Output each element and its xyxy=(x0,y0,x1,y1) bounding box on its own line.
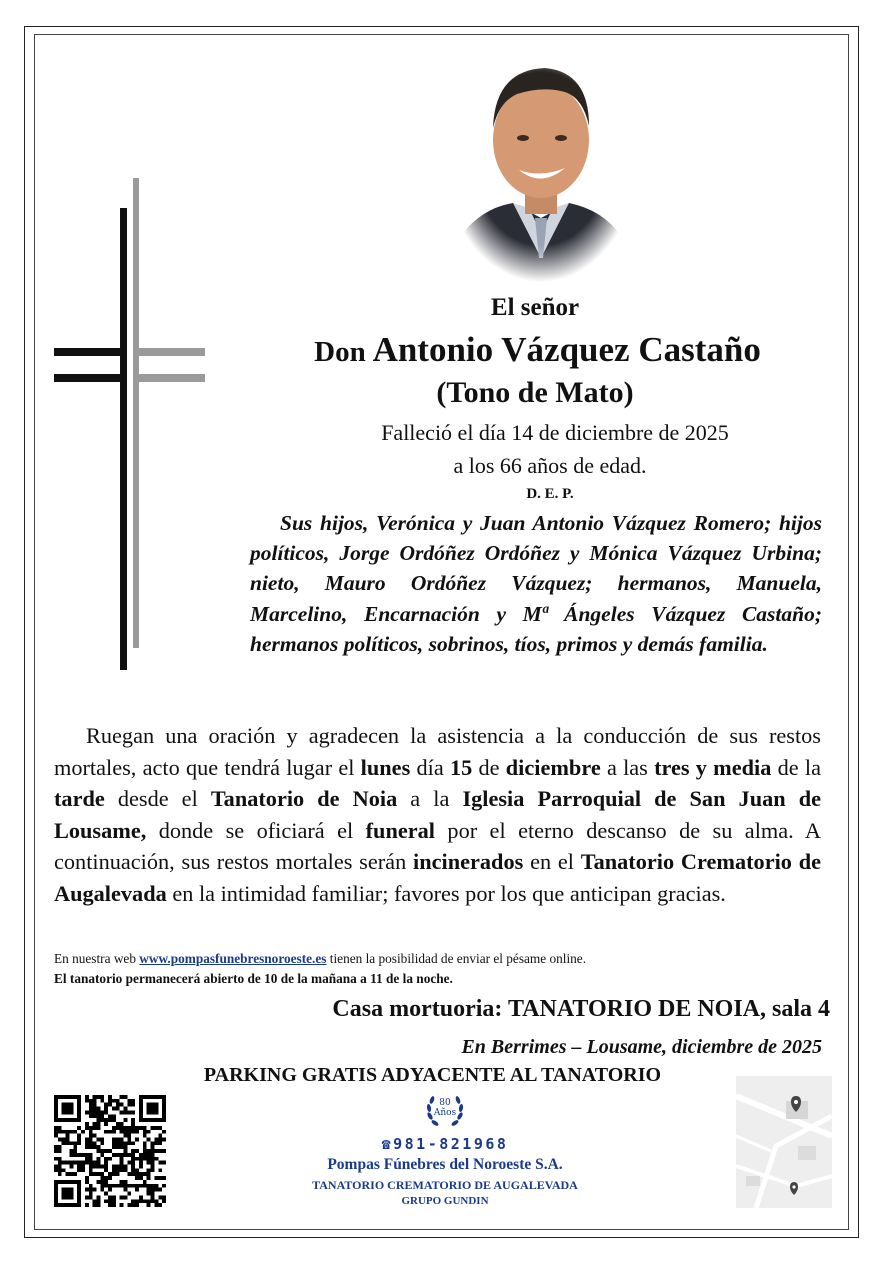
phone-line xyxy=(340,1135,550,1153)
wreath-logo-text xyxy=(424,1098,466,1118)
age-line: a los 66 años de edad. xyxy=(453,453,647,478)
name-text: Antonio Vázquez Castaño xyxy=(372,330,761,369)
ceremony-run: tarde xyxy=(54,786,105,812)
company-name: Pompas Fúnebres del Noroeste S.A. xyxy=(327,1156,563,1173)
web-suffix: tienen la posibilidad de enviar el pésame online. xyxy=(326,951,587,966)
opening-hours: El tanatorio permanecerá abierto de 10 de la mañana a 11 de la noche. xyxy=(54,971,453,986)
location-map[interactable] xyxy=(736,1076,832,1208)
ceremony-run: de la xyxy=(771,754,821,780)
website-link[interactable]: www.pompasfunebresnoroeste.es xyxy=(139,951,327,966)
ceremony-run: Tanatorio Crematorio de Augalevada xyxy=(54,849,822,906)
ceremony-run: a las xyxy=(600,754,655,780)
phone-number: 981-821968 xyxy=(393,1135,509,1153)
nickname: (Tono de Mato) xyxy=(436,376,634,409)
ceremony-run: de xyxy=(472,754,506,780)
wreath-number: 80 xyxy=(439,1098,451,1108)
ceremony-run: diciembre xyxy=(505,754,601,780)
ceremony-run: tres y media xyxy=(654,754,772,780)
ceremony-run: funeral xyxy=(365,817,435,843)
ceremony-run: por el eterno descanso de su alma. A continuación, sus restos mortales serán xyxy=(54,817,821,875)
web-info xyxy=(54,949,834,989)
ceremony-run: en el xyxy=(523,849,581,875)
place-date: En Berrimes – Lousame, diciembre de 2025 xyxy=(461,1036,822,1058)
crematorium-name: TANATORIO CREMATORIO DE AUGALEVADA xyxy=(312,1178,578,1192)
ceremony-run: a la xyxy=(397,786,463,812)
cross-icon xyxy=(54,178,206,672)
ceremony-run: desde el xyxy=(104,786,211,812)
ceremony-run: día xyxy=(410,754,450,780)
phone-icon: ☎ xyxy=(381,1135,394,1153)
name-prefix: Don xyxy=(314,336,366,368)
ceremony-run: Ruegan una oración y agradecen la asistencia a la conducción de sus restos mortales, acto que tendrá lugar el xyxy=(54,723,821,780)
parking-notice: PARKING GRATIS ADYACENTE AL TANATORIO xyxy=(203,1064,662,1086)
qr-code[interactable] xyxy=(54,1095,166,1207)
ceremony-run: incinerados xyxy=(413,849,524,875)
ceremony-run: lunes xyxy=(360,754,411,780)
web-prefix: En nuestra web xyxy=(54,951,140,966)
ceremony-run: en la intimidad familiar; favores por los que anticipan gracias. xyxy=(166,880,726,906)
ceremony-run: donde se oficiará el xyxy=(146,817,366,843)
group-name: GRUPO GUNDIN xyxy=(401,1195,489,1207)
ceremony-run: Iglesia Parroquial de San Juan de Lousame, xyxy=(54,786,822,843)
portrait-photo xyxy=(453,58,629,282)
rip-text: D. E. P. xyxy=(526,486,574,502)
deceased-name xyxy=(230,330,845,370)
funeral-home-line: Casa mortuoria: TANATORIO DE NOIA, sala 4 xyxy=(332,996,830,1022)
family-paragraph: Sus hijos, Verónica y Juan Antonio Vázquez Romero; hijos políticos, Jorge Ordóñez Ordóñez y Mónica Vázquez Urbina; nieto, Mauro Ordóñez Vázquez; hermanos, Manuela, Marcelino, Encarnación y Mª Ángeles Vázquez Castaño; hermanos políticos, sobrinos, tíos, primos y demás familia. xyxy=(250,511,822,656)
ceremony-run: 15 xyxy=(449,754,473,780)
wreath-word: Años xyxy=(433,1108,457,1118)
death-date-line: Falleció el día 14 de diciembre de 2025 xyxy=(381,420,729,445)
ceremony-run: Tanatorio de Noia xyxy=(210,786,398,812)
web-line xyxy=(54,949,834,969)
ceremony-paragraph xyxy=(54,720,821,910)
title-prefix: El señor xyxy=(490,294,580,321)
